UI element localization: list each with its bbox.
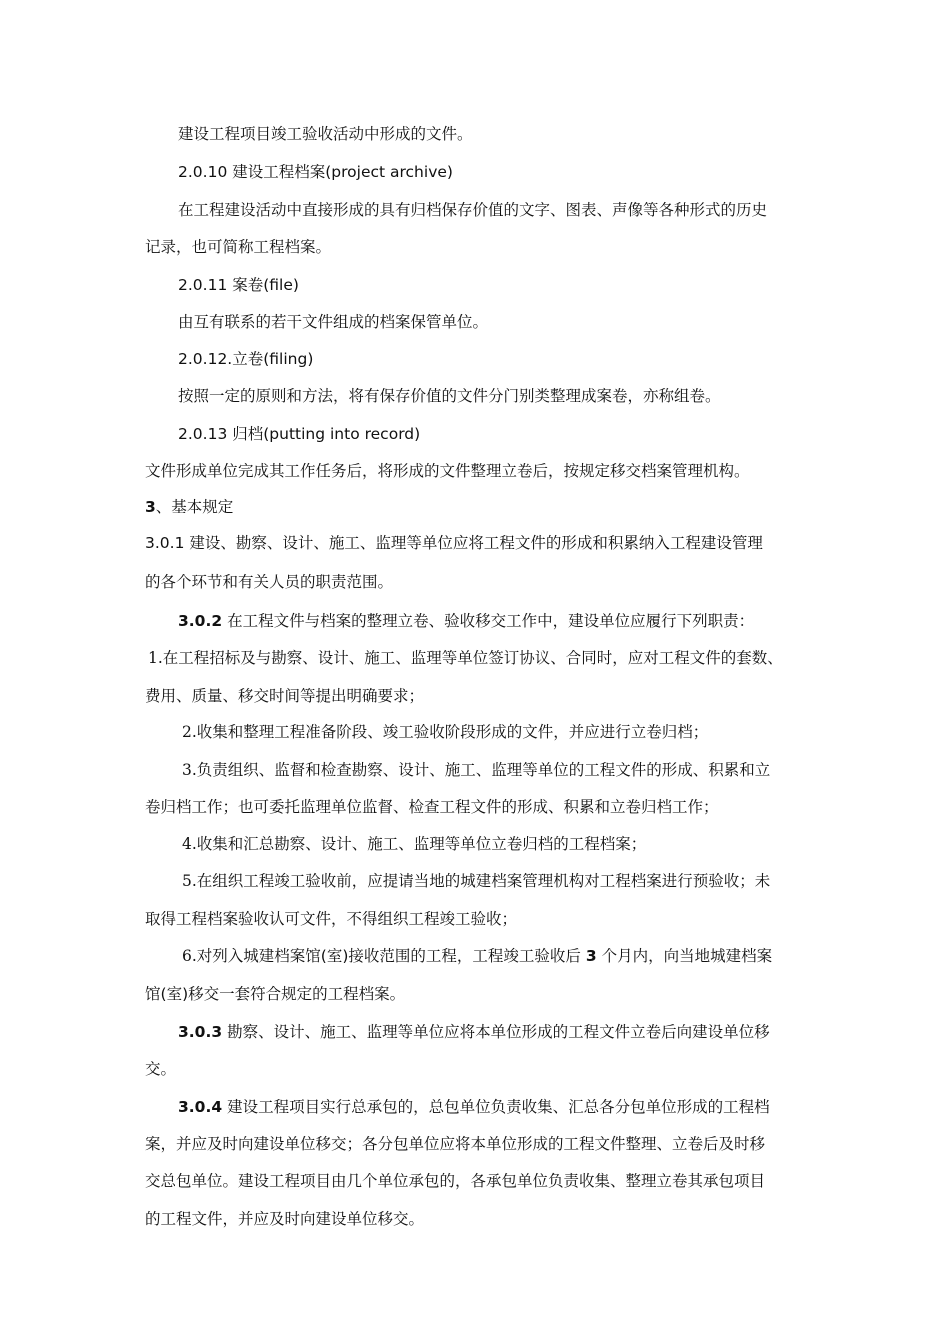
list-item-text: 4.收集和汇总勘察、设计、施工、监理等单位立卷归档的工程档案； <box>182 835 647 853</box>
paragraph-continuation <box>145 1134 765 1154</box>
paragraph <box>145 461 750 481</box>
paragraph-text: 按照一定的原则和方法，将有保存价值的文件分门别类整理成案卷，亦称组卷。 <box>178 387 721 405</box>
paragraph-text: 在工程文件与档案的整理立卷、验收移交工作中，建设单位应履行下列职责： <box>222 612 755 630</box>
paragraph-text: 建设、勘察、设计、施工、监理等单位应将工程文件的形成和积累纳入工程建设管理 <box>184 534 763 552</box>
paragraph-continuation <box>145 1209 424 1229</box>
section-number: 2.0.12. <box>178 350 233 368</box>
list-item-6 <box>182 946 772 966</box>
list-item-4 <box>182 834 646 854</box>
paragraph-3-0-3 <box>178 1022 770 1042</box>
section-number: 3 <box>145 498 156 516</box>
paragraph-text: 记录，也可简称工程档案。 <box>145 238 332 256</box>
clause-number: 3.0.2 <box>178 612 223 630</box>
paragraph-text: 勘察、设计、施工、监理等单位应将本单位形成的工程文件立卷后向建设单位移 <box>222 1023 770 1041</box>
section-title: 归档(putting into record) <box>227 425 421 443</box>
list-item-2 <box>182 722 708 742</box>
list-item-text: 2.收集和整理工程准备阶段、竣工验收阶段形成的文件，并应进行立卷归档； <box>182 723 709 741</box>
section-title: 立卷(filing) <box>232 350 314 368</box>
paragraph-continuation <box>145 1059 176 1079</box>
section-heading-2-0-10 <box>178 162 453 182</box>
paragraph <box>178 386 721 406</box>
list-item-text: (室) <box>320 947 349 965</box>
paragraph-text: 建设工程项目竣工验收活动中形成的文件。 <box>178 125 473 143</box>
paragraph-text: 在工程建设活动中直接形成的具有归档保存价值的文字、图表、声像等各种形式的历史 <box>178 201 768 219</box>
list-item-text: (室) <box>160 985 189 1003</box>
list-item-3-continuation <box>145 797 719 817</box>
paragraph-text: 的工程文件，并应及时向建设单位移交。 <box>145 1210 425 1228</box>
paragraph-text: 交总包单位。建设工程项目由几个单位承包的，各承包单位负责收集、整理立卷其承包项目 <box>145 1172 766 1190</box>
paragraph-continuation <box>145 1171 765 1191</box>
list-item-text: 费用、质量、移交时间等提出明确要求； <box>145 687 425 705</box>
list-item-text: 接收范围的工程，工程竣工验收后 <box>348 947 586 965</box>
list-item-6-continuation <box>145 984 405 1004</box>
list-item-text: 取得工程档案验收认可文件，不得组织工程竣工验收； <box>145 910 518 928</box>
section-heading-3 <box>145 497 233 517</box>
list-item-text: 5.在组织工程竣工验收前，应提请当地的城建档案管理机构对工程档案进行预验收；未 <box>182 872 771 890</box>
list-item-text: 1.在工程招标及与勘察、设计、施工、监理等单位签订协议、合同时，应对工程文件的套数、 <box>148 649 783 667</box>
paragraph <box>178 200 767 220</box>
list-item-text: 移交一套符合规定的工程档案。 <box>188 985 406 1003</box>
section-title: 案卷(file) <box>227 276 299 294</box>
list-item-number: 3 <box>585 947 597 965</box>
section-heading-2-0-11 <box>178 275 299 295</box>
paragraph-text: 交。 <box>145 1060 177 1078</box>
list-item-5-continuation <box>145 909 517 929</box>
list-item-text: 卷归档工作；也可委托监理单位监督、检查工程文件的形成、积累和立卷归档工作； <box>145 798 719 816</box>
section-number: 2.0.13 <box>178 425 228 443</box>
section-number: 2.0.11 <box>178 276 228 294</box>
section-title: 、基本规定 <box>155 498 234 516</box>
list-item-text: 馆 <box>145 985 161 1003</box>
clause-number: 3.0.4 <box>178 1098 223 1116</box>
list-item-1 <box>148 648 783 668</box>
section-heading-2-0-12 <box>178 349 313 369</box>
clause-number: 3.0.3 <box>178 1023 223 1041</box>
clause-number: 3.0.1 <box>145 534 185 552</box>
paragraph-text: 的各个环节和有关人员的职责范围。 <box>145 573 394 591</box>
paragraph-3-0-1 <box>145 533 763 553</box>
paragraph-text: 文件形成单位完成其工作任务后，将形成的文件整理立卷后，按规定移交档案管理机构。 <box>145 462 750 480</box>
paragraph-3-0-2 <box>178 611 754 631</box>
paragraph <box>178 124 473 144</box>
list-item-text: 6.对列入城建档案馆 <box>182 947 321 965</box>
paragraph-3-0-4 <box>178 1097 770 1117</box>
section-heading-2-0-13 <box>178 424 420 444</box>
paragraph-text: 由互有联系的若干文件组成的档案保管单位。 <box>178 313 489 331</box>
paragraph <box>178 312 488 332</box>
list-item-5 <box>182 871 770 891</box>
paragraph-text: 建设工程项目实行总承包的，总包单位负责收集、汇总各分包单位形成的工程档 <box>222 1098 770 1116</box>
paragraph-continuation <box>145 572 393 592</box>
section-title: 建设工程档案(project archive) <box>227 163 453 181</box>
list-item-text: 个月内，向当地城建档案 <box>596 947 773 965</box>
list-item-text: 3.负责组织、监督和检查勘察、设计、施工、监理等单位的工程文件的形成、积累和立 <box>182 761 771 779</box>
paragraph-continuation <box>145 237 331 257</box>
list-item-1-continuation <box>145 686 424 706</box>
section-number: 2.0.10 <box>178 163 228 181</box>
paragraph-text: 案，并应及时向建设单位移交；各分包单位应将本单位形成的工程文件整理、立卷后及时移 <box>145 1135 766 1153</box>
list-item-3 <box>182 760 770 780</box>
